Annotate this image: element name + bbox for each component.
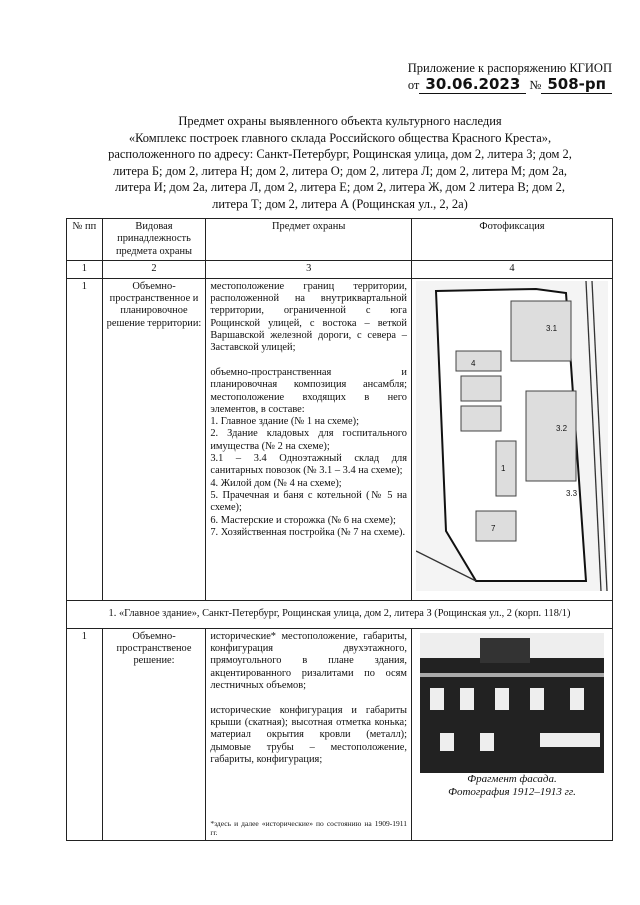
svg-text:4: 4 [471, 358, 476, 368]
photo-caption-date: Фотография 1912–1913 гг. [448, 785, 576, 798]
facade-photo [420, 633, 604, 773]
section-row [67, 600, 613, 628]
col-number: 1 [67, 260, 103, 278]
photo-cell [412, 628, 613, 840]
row-number: 1 [67, 628, 103, 840]
row-number: 1 [67, 278, 103, 600]
header-photo: Фотофиксация [412, 219, 613, 261]
number-label: № [529, 78, 542, 92]
list-item: 2. Здание кладовых для госпитального имущества (№ 2 на схеме); [210, 428, 407, 452]
svg-text:3.1: 3.1 [546, 323, 558, 333]
col-number: 2 [102, 260, 206, 278]
row-subject [206, 628, 412, 840]
footnote: *здесь и далее «исторические» по состоянию на 1909-1911 гг. [210, 818, 407, 837]
header-row [67, 219, 613, 261]
svg-text:3.2: 3.2 [556, 423, 568, 433]
list-item: 7. Хозяйственная постройка (№ 7 на схеме). [210, 526, 406, 538]
title-line: расположенного по адресу: Санкт-Петербург, Рощинская улица, дом 2, литера З; дом 2, [108, 147, 572, 162]
list-item: 5. Прачечная и баня с котельной (№ 5 на схеме); [210, 489, 407, 514]
subject-paragraph: исторические конфигурация и габариты крыши (скатная); высотная отметка конька; материал окрытия кровли (металл); дымовые трубы – местоположение, габариты, конфигурация; [210, 704, 407, 765]
header-type: Видовая принадлежность предмета охраны [102, 219, 206, 261]
handwritten-number: 508-рп [541, 75, 612, 94]
section-heading: 1. «Главное здание», Санкт-Петербург, Рощинская улица, дом 2, литера З (Рощинская ул., 2 (корп. 118/1) [67, 600, 613, 628]
subject-paragraph: исторические* местоположение, габариты, конфигурация двухэтажного, прямоугольного в плане здания, акцентированного ризалитами по осям лестничных объемов; [210, 630, 407, 692]
title-line: Предмет охраны выявленного объекта культурного наследия [178, 114, 502, 128]
header-subject: Предмет охраны [206, 219, 412, 261]
header-num: № пп [67, 219, 103, 261]
subject-paragraph: местоположение границ территории, расположенной на внутриквартальной территории, ограниченной с юга Рощинской улицей, с востока – веткой Варшавской железной дороги, с севера – Заставской улицей; [210, 280, 407, 354]
row-subject [206, 278, 412, 600]
document-title [90, 113, 590, 213]
col-number: 3 [206, 260, 412, 278]
appendix-header [352, 60, 612, 93]
svg-text:7: 7 [491, 523, 496, 533]
table-row [67, 628, 613, 840]
site-plan-image [416, 281, 608, 591]
list-item: 6. Мастерские и сторожка (№ 6 на схеме); [210, 514, 396, 526]
table-row [67, 278, 613, 600]
list-item: 3.1 – 3.4 Одноэтажный склад для санитарных повозок (№ 3.1 – 3.4 на схеме); [210, 453, 407, 477]
list-item: 1. Главное здание (№ 1 на схеме); [210, 416, 359, 428]
from-label: от [407, 78, 420, 92]
col-number: 4 [412, 260, 613, 278]
protection-table [66, 218, 613, 841]
row-type: Объемно-пространственное и планировочное решение территории: [102, 278, 206, 600]
handwritten-date: 30.06.2023 [419, 75, 526, 94]
svg-text:1: 1 [501, 463, 506, 473]
title-line: «Комплекс построек главного склада Российского общества Красного Креста», [128, 130, 552, 145]
title-line: литера И; дом 2а, литера Л, дом 2, литера Е; дом 2, литера Ж, дом 2 литера В; дом 2, [114, 180, 566, 195]
svg-text:3.3: 3.3 [566, 488, 578, 498]
subject-paragraph: объемно-пространственная и планировочная композиция ансамбля; местоположение входящих в него элементов, в составе: [210, 366, 407, 415]
row-type: Объемно-пространственое решение: [102, 628, 206, 840]
site-plan-cell [412, 278, 613, 600]
list-item: 4. Жилой дом (№ 4 на схеме); [210, 477, 342, 489]
appendix-line: Приложение к распоряжению КГИОП [407, 61, 612, 75]
title-line: литера Б; дом 2, литера Н; дом 2, литера О; дом 2, литера Л; дом 2, литера М; дом 2а, [112, 163, 568, 178]
column-number-row [67, 260, 613, 278]
title-line: литера Т; дом 2, литера А (Рощинская ул., 2, 2а) [212, 196, 468, 211]
photo-caption: Фрагмент фасада. [467, 772, 557, 785]
